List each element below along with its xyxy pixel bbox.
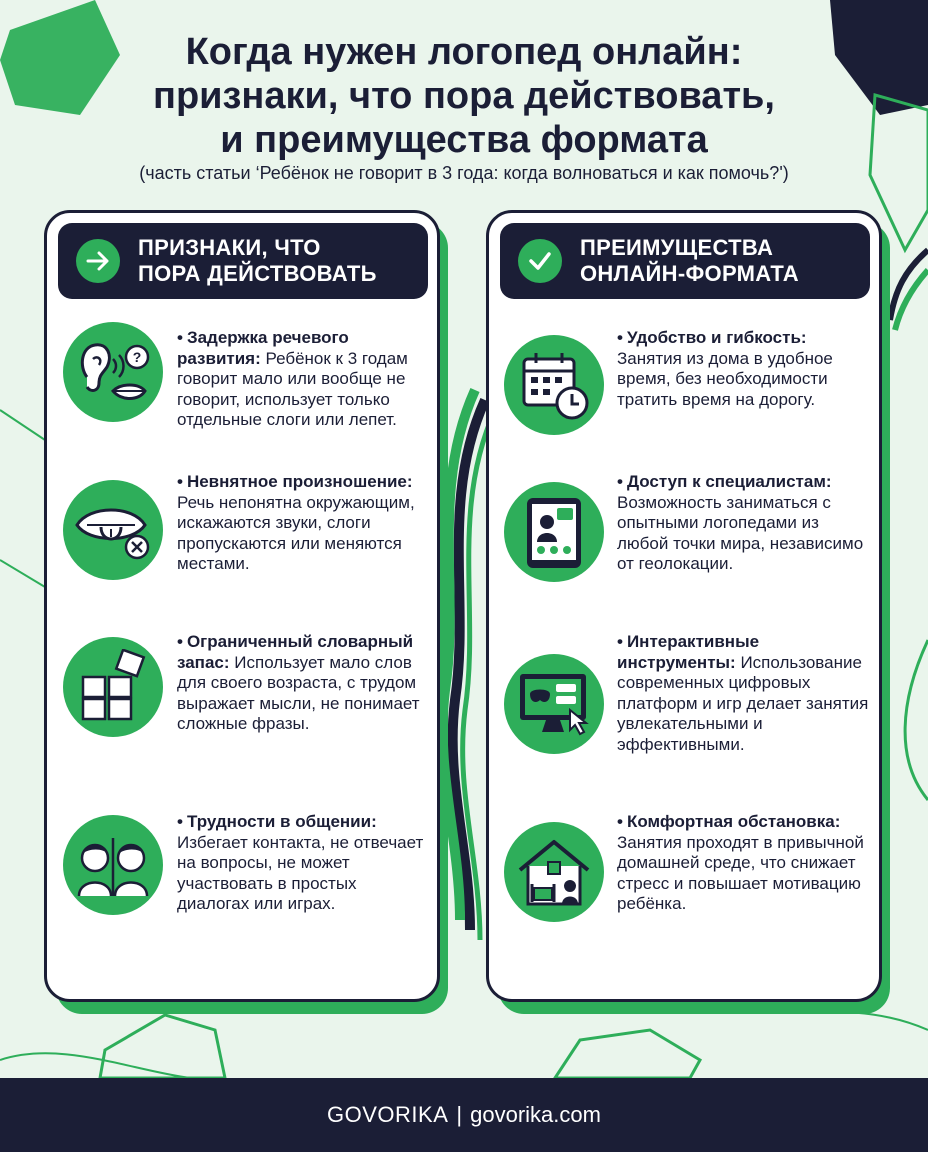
left-panel-title [138, 235, 377, 287]
sign-vocabulary-text: • Ограниченный словарный запас: Использует мало слов для своего возраста, с трудом выражает мысли, не понимает сложные фразы. [177, 632, 420, 733]
svg-text:?: ? [132, 349, 142, 365]
arrow-right-icon [76, 239, 120, 283]
item-bold: Трудности в общении: [186, 812, 377, 831]
right-panel-header [500, 223, 870, 299]
sign-communication-text: • Трудности в общении: Избегает контакта, не отвечает на вопросы, не может участвовать в простых диалогах или играх. [177, 812, 424, 913]
item-desc: Ребёнок к 3 годам говорит мало или вообще не говорит, использует только отдельные слоги или лепет. [177, 348, 408, 429]
item-bold: Интерактивные инструменты: [617, 632, 760, 672]
title-line-3: и преимущества формата [220, 119, 708, 161]
left-panel-header [58, 223, 428, 299]
right-header-line-2: ОНЛАЙН-ФОРМАТА [580, 261, 799, 286]
item-desc: Возможность заниматься с опытными логопедами из любой точки мира, независимо от геолокации. [617, 492, 864, 573]
right-header-line-1: ПРЕИМУЩЕСТВА [580, 235, 774, 260]
footer-site-link[interactable]: govorika.com [470, 1102, 601, 1127]
two-faces-icon [63, 815, 163, 915]
sign-pronunciation-text: • Невнятное произношение: Речь непонятна окружающим, искажаются звуки, слоги пропускаются или меняются местами. [177, 472, 415, 573]
right-panel-title [580, 235, 799, 287]
left-header-line-2: ПОРА ДЕЙСТВОВАТЬ [138, 261, 377, 286]
item-bold: Невнятное произношение: [186, 472, 413, 491]
calendar-clock-icon [504, 335, 604, 435]
benefit-access-text: • Доступ к специалистам: Возможность заниматься с опытными логопедами из любой точки мира, независимо от геолокации. [617, 472, 864, 573]
home-icon [504, 822, 604, 922]
title-line-1: Когда нужен логопед онлайн: [185, 31, 743, 73]
item-bold: Комфортная обстановка: [626, 812, 841, 831]
item-bold: Задержка речевого развития: [177, 328, 349, 368]
benefit-tools-text: • Интерактивные инструменты: Использование современных цифровых платформ и игр делает занятия увлекательными и эффективными. [617, 632, 869, 754]
item-bold: Ограниченный словарный запас: [177, 632, 414, 672]
item-desc: Использует мало слов для своего возраста, с трудом выражает мысли, не понимает сложные фразы. [177, 652, 420, 733]
left-header-line-1: ПРИЗНАКИ, ЧТО [138, 235, 321, 260]
item-desc: Занятия из дома в удобное время, без необходимости тратить время на дорогу. [617, 348, 833, 409]
ear-mouth-question-icon [63, 322, 163, 422]
footer-separator: | [456, 1102, 463, 1127]
item-bold: Доступ к специалистам: [626, 472, 832, 491]
mouth-tongue-cross-icon [63, 480, 163, 580]
page-subtitle: (часть статьи ‘Ребёнок не говорит в 3 года: когда волноваться и как помочь?') [139, 163, 789, 183]
item-desc: Использование современных цифровых платформ и игр делает занятия увлекательными и эффективными. [617, 652, 869, 754]
item-desc: Занятия проходят в привычной домашней среде, что снижает стресс и повышает мотивацию ребёнка. [617, 832, 864, 913]
item-desc: Речь непонятна окружающим, искажаются звуки, слоги пропускаются или меняются местами. [177, 492, 415, 573]
monitor-game-icon [504, 654, 604, 754]
benefit-flexibility-text: • Удобство и гибкость: Занятия из дома в удобное время, без необходимости тратить время на дорогу. [617, 328, 833, 409]
puzzle-icon [63, 637, 163, 737]
footer-brand: GOVORIKA [327, 1102, 449, 1127]
page-title [20, 30, 908, 162]
check-icon [518, 239, 562, 283]
sign-delay-text: • Задержка речевого развития: Ребёнок к 3 годам говорит мало или вообще не говорит, использует только отдельные слоги или лепет. [177, 328, 408, 429]
item-desc: Избегает контакта, не отвечает на вопросы, не может участвовать в простых диалогах или играх. [177, 832, 424, 913]
benefit-comfort-text: • Комфортная обстановка: Занятия проходят в привычной домашней среде, что снижает стресс и повышает мотивацию ребёнка. [617, 812, 864, 913]
footer [0, 1078, 928, 1152]
tablet-video-call-icon [504, 482, 604, 582]
title-line-2: признаки, что пора действовать, [153, 75, 775, 117]
item-bold: Удобство и гибкость: [626, 328, 807, 347]
